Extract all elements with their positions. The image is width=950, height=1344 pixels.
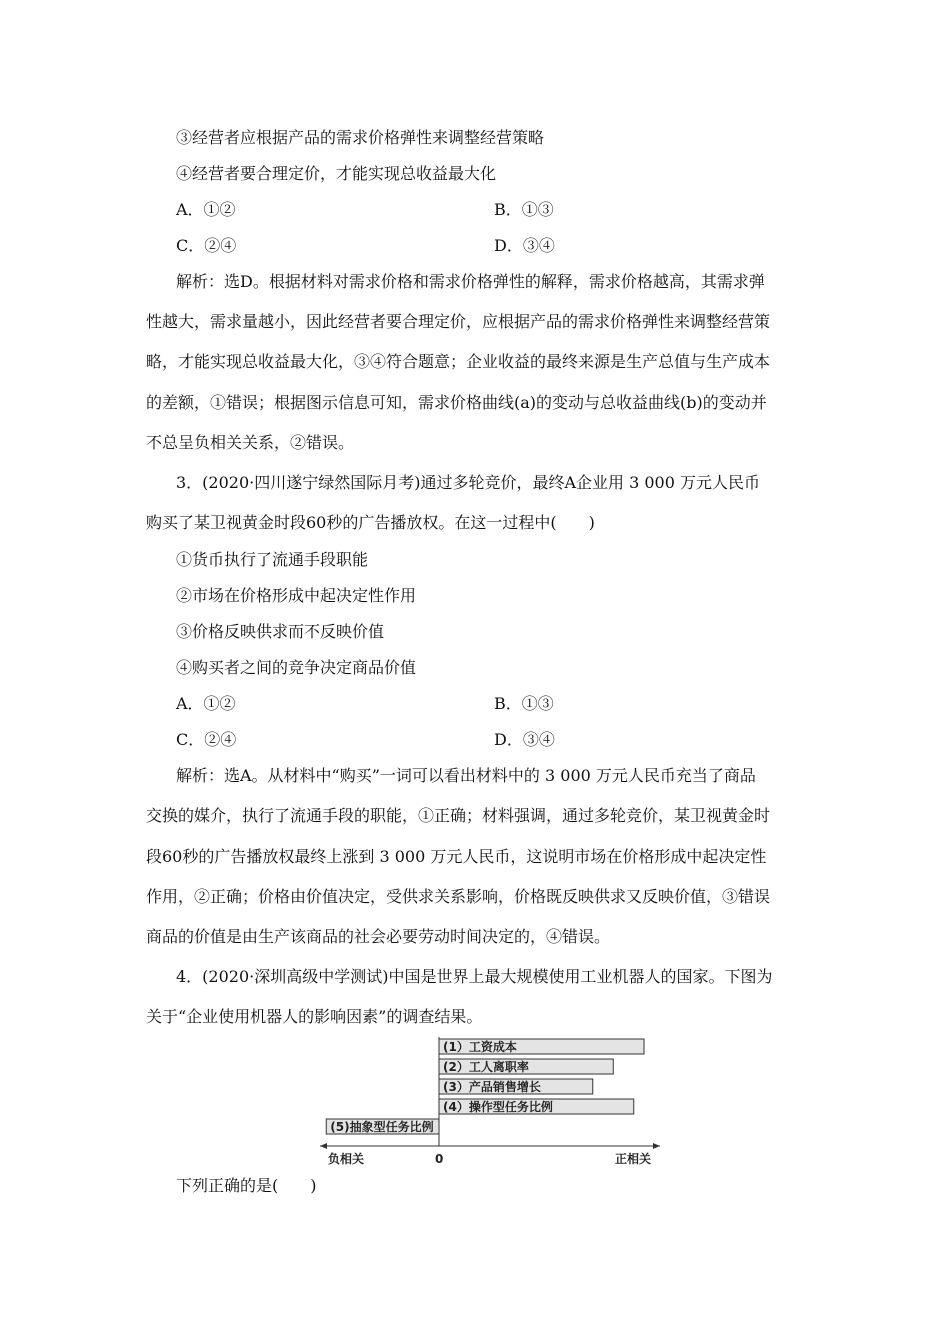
bar-label: (3）产品销售增长 bbox=[443, 1080, 541, 1094]
q4-stem-line: 关于“企业使用机器人的影响因素”的调查结果。 bbox=[146, 1007, 483, 1026]
q2-option-a: A．①② bbox=[176, 200, 236, 219]
q2-analysis-line: 的差额，①错误；根据图示信息可知，需求价格曲线(a)的变动与总收益曲线(b)的变动并 bbox=[146, 393, 767, 412]
q2-analysis-line: 解析：选D。根据材料对需求价格和需求价格弹性的解释，需求价格越高，其需求弹 bbox=[176, 272, 765, 291]
q2-option-b: B．①③ bbox=[494, 200, 554, 219]
q2-analysis-line: 略，才能实现总收益最大化，③④符合题意；企业收益的最终来源是生产总值与生产成本 bbox=[146, 352, 771, 371]
q3-stem-line: 3．(2020·四川遂宁绿然国际月考)通过多轮竞价，最终A企业用 3 000 万元人民币 bbox=[176, 473, 761, 492]
chart-svg bbox=[318, 1035, 668, 1170]
x-axis-left-arrow bbox=[320, 1143, 327, 1149]
q2-analysis-line: 性越大，需求量越小，因此经营者要合理定价，应根据产品的需求价格弹性来调整经营策 bbox=[146, 312, 771, 331]
q2-analysis-line: 不总呈负相关关系，②错误。 bbox=[146, 433, 355, 452]
q3-item-3: ③价格反映供求而不反映价值 bbox=[176, 622, 385, 641]
q3-analysis-line: 交换的媒介，执行了流通手段的职能，①正确；材料强调，通过多轮竞价，某卫视黄金时 bbox=[146, 806, 771, 825]
q3-item-2: ②市场在价格形成中起决定性作用 bbox=[176, 586, 417, 605]
q3-analysis-line: 解析：选A。从材料中“购买”一词可以看出材料中的 3 000 万元人民币充当了商品 bbox=[176, 766, 756, 785]
influence-factor-chart bbox=[318, 1035, 668, 1170]
q3-option-d: D．③④ bbox=[494, 730, 555, 749]
x-label-positive: 正相关 bbox=[615, 1152, 652, 1166]
q2-option-d: D．③④ bbox=[494, 236, 555, 255]
x-label-negative: 负相关 bbox=[328, 1152, 365, 1166]
q2-item-3: ③经营者应根据产品的需求价格弹性来调整经营策略 bbox=[176, 128, 545, 147]
q3-option-a: A．①② bbox=[176, 694, 236, 713]
q3-analysis-line: 段60秒的广告播放权最终上涨到 3 000 万元人民币，这说明市场在价格形成中起决定性 bbox=[146, 847, 767, 866]
q3-item-1: ①货币执行了流通手段职能 bbox=[176, 550, 369, 569]
q3-option-c: C．②④ bbox=[176, 730, 237, 749]
bar-label: (1）工资成本 bbox=[443, 1040, 517, 1054]
q3-analysis-line: 作用，②正确；价格由价值决定，受供求关系影响，价格既反映供求又反映价值，③错误 bbox=[146, 887, 771, 906]
bar-label: (5)抽象型任务比例 bbox=[330, 1120, 434, 1134]
q3-option-b: B．①③ bbox=[494, 694, 554, 713]
q3-analysis-line: 商品的价值是由生产该商品的社会必要劳动时间决定的，④错误。 bbox=[146, 927, 611, 946]
bar-label: (2）工人离职率 bbox=[443, 1060, 529, 1074]
bar-label: (4）操作型任务比例 bbox=[443, 1100, 553, 1114]
q2-item-4: ④经营者要合理定价，才能实现总收益最大化 bbox=[176, 164, 497, 183]
x-label-zero: 0 bbox=[435, 1152, 444, 1166]
q3-stem-line: 购买了某卫视黄金时段60秒的广告播放权。在这一过程中( ) bbox=[146, 513, 595, 532]
q3-item-4: ④购买者之间的竞争决定商品价值 bbox=[176, 658, 417, 677]
q2-option-c: C．②④ bbox=[176, 236, 237, 255]
q4-prompt: 下列正确的是( ) bbox=[176, 1176, 317, 1195]
x-axis-right-arrow bbox=[653, 1143, 660, 1149]
q4-stem-line: 4．(2020·深圳高级中学测试)中国是世界上最大规模使用工业机器人的国家。下图为 bbox=[176, 967, 773, 986]
